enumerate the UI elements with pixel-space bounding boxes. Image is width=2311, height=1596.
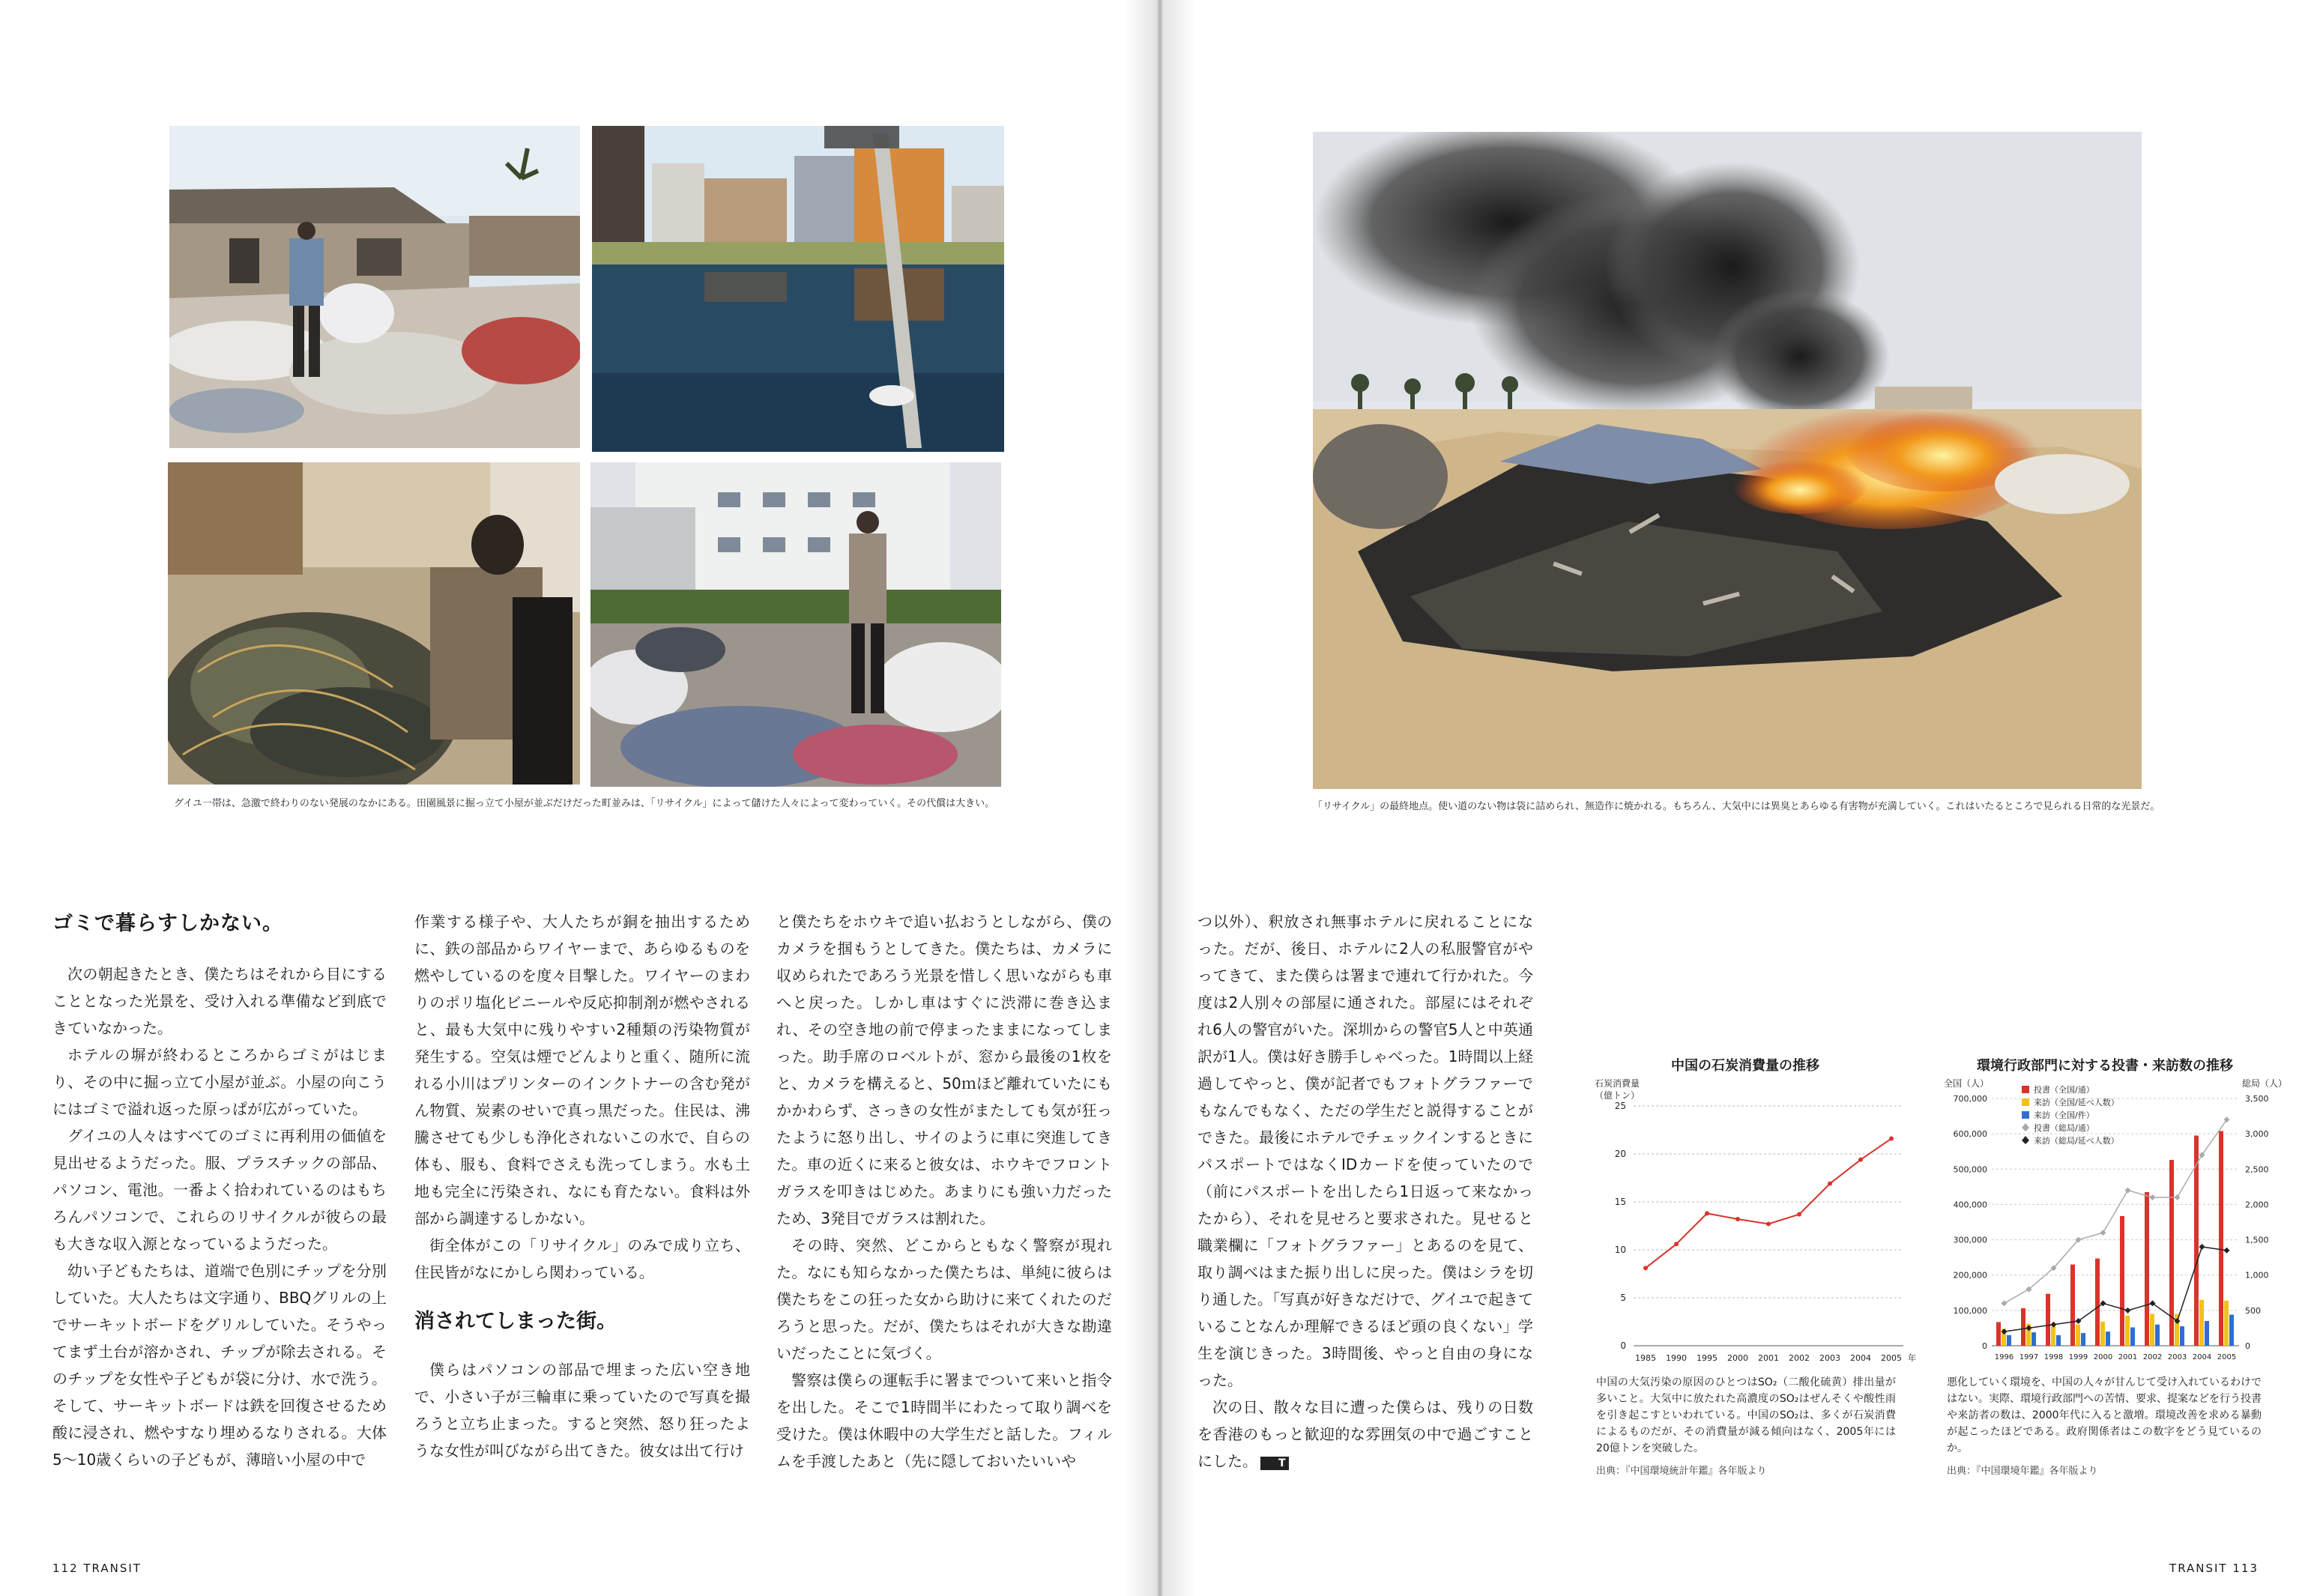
right-page [1160,0,2311,1596]
bar [2150,1314,2154,1346]
y-tick-label: 5 [1620,1293,1626,1303]
y-axis-label: 石炭消費量 [1595,1078,1640,1089]
x-tick-label: 2004 [1850,1353,1871,1363]
y-right-tick-label: 2,500 [2245,1164,2269,1175]
bar [2120,1216,2124,1346]
bar [2100,1322,2105,1346]
data-point [2002,1300,2008,1306]
paragraph: 作業する様子や、大人たちが銅を抽出するために、鉄の部品からワイヤーまで、あらゆるものを燃やしているのを度々目撃した。ワイヤーのまわりのポリ塩化ビニールや反応抑制剤が燃やされると、最も大気中に残りやすい2種類の汚染物質が発生する。空気は煙でどんよりと重く、随所に流れる小川はプリンターのインクトナーの含む発がん物質、炭素のせいで真っ黒だった。住民は、沸騰させても少しも浄化されないこの水で、自らの体も、服も、食料でさえも洗ってしまう。水も土地も完全に汚染され、なにも育たない。食料は外部から調達するしかない。 [414,913,750,1227]
bar [2205,1321,2209,1346]
y-axis-label: （億トン） [1595,1090,1640,1101]
data-point [2175,1194,2181,1200]
bar [2180,1326,2184,1346]
y-tick-label: 10 [1614,1245,1626,1255]
legend-swatch [2022,1098,2029,1106]
series-line [2005,1119,2227,1303]
chart-note: 悪化していく環境を、中国の人々が甘んじて受け入れているわけではない。実際、環境行政部門への苦情、要求、提案などを行う投書や来訪者の数は、2000年代に入ると激増。環境改善を求める暴動が起こったほどである。政府関係者はこの数字をどう見ているのか。 [1947,1376,2262,1454]
x-tick-label: 1996 [1994,1353,2014,1361]
data-point [1705,1211,1709,1215]
y-tick-label: 25 [1614,1101,1626,1111]
data-point [1889,1137,1894,1141]
y-left-axis-label: 全国（人） [1944,1078,1990,1089]
photo-shack-trash [169,126,580,448]
page-number-right: TRANSIT 113 [2169,1562,2259,1575]
legend-label: 投書（全国/通） [2034,1085,2094,1095]
data-point [2224,1248,2230,1254]
photo-river-buildings [592,126,1004,452]
x-tick-label: 2005 [1881,1353,1902,1363]
y-left-tick-label: 600,000 [1953,1129,1987,1140]
y-left-tick-label: 400,000 [1953,1200,1987,1210]
paragraph: 次の朝起きたとき、僕たちはそれから目にすることとなった光景を、受け入れる準備など到底できていなかった。 [52,965,387,1037]
data-point [1735,1217,1740,1221]
data-point [2199,1244,2205,1250]
chart-source: 出典：『中国環境統計年鑑』各年版より [1596,1466,1767,1477]
bar [2046,1294,2050,1346]
chart-note: 中国の大気汚染の原因のひとつはSO₂（二酸化硫黄）排出量が多いこと。大気中に放たれた高濃度のSO₂はぜんそくや酸性雨を引き起こすといわれている。中国のSO₂は、多くが石炭消費によるものだが、その消費量が減る傾向はなく、2005年には20億トンを突破した。 [1596,1376,1896,1454]
y-right-tick-label: 2,000 [2245,1200,2269,1210]
photo-wire-pile [168,462,580,785]
bar [2155,1325,2160,1346]
chart-title: 中国の石炭消費量の推移 [1671,1058,1819,1074]
left-column-1 [52,961,387,1473]
data-point [1643,1266,1648,1270]
x-tick-label: 1995 [1697,1353,1718,1363]
x-tick-label: 2003 [2167,1353,2187,1361]
data-point [2125,1188,2131,1194]
x-tick-label: 2002 [1789,1353,1810,1363]
right-photo-caption: 「リサイクル」の最終地点。使い道のない物は袋に詰められ、無造作に焼かれる。もちろん、大気中には異臭とあらゆる有害物が充満していく。これはいたるところで見られる日常的な光景だ。 [1313,801,2160,812]
data-point [2125,1308,2131,1314]
bar [2229,1315,2234,1346]
bar [2106,1331,2110,1346]
left-photo-caption: グイユ一帯は、急激で終わりのない発展のなかにある。田園風景に掘っ立て小屋が並ぶだけだった町並みは、「リサイクル」によって儲けた人々によって変わっていく。その代償は大きい。 [174,798,995,809]
x-tick-label: 1998 [2043,1353,2064,1361]
bar [2145,1192,2149,1346]
bar [2095,1259,2100,1346]
y-right-tick-label: 500 [2245,1305,2261,1316]
bar [2076,1325,2080,1346]
bar [2125,1316,2130,1346]
data-point [2100,1230,2106,1236]
paragraph: ホテルの塀が終わるところからゴミがはじまり、その中に掘っ立て小屋が並ぶ。小屋の向こうにはゴミで溢れ返った原っぱが広がっていた。 [52,1046,387,1118]
left-column-3 [776,908,1112,1475]
bar [2070,1265,2075,1346]
photo-burning-trash [1313,132,2142,789]
paragraph: グイユの人々はすべてのゴミに再利用の価値を見出せるようだった。服、プラスチックの部品、パソコン、電池。一番よく拾われているのはもちろんパソコンで、これらのリサイクルが彼らの最も大きな収入源となっているようだった。 [52,1127,387,1253]
x-tick-label: 2000 [2093,1353,2113,1361]
bar [2021,1308,2025,1346]
x-tick-label: 1999 [2068,1353,2088,1361]
bar [2051,1326,2055,1346]
x-tick-label: 2003 [1819,1353,1840,1363]
paragraph: つ以外）、釈放され無事ホテルに戻れることになった。だが、後日、ホテルに2人の私服警官がやってきて、また僕らは署まで連れて行かれた。今度は2人別々の部屋に通された。部屋にはそれぞれ6人の警官がいた。深圳からの警官5人と中英通訳が1人。僕は好き勝手しゃべった。1時間以上経過してやっと、僕が記者でもフォトグラファーでもなんでもなく、ただの学生だと説得することができた。最後にホテルでチェックインするときにパスポートではなくIDカードを使っていたので（前にパスポートを出したら1日返って来なかったから）、それを見せろと要求された。見せると職業欄に「フォトグラファー」とあるのを見て、取り調べはまた振り出しに戻った。僕はシラを切り通した。「写真が好きなだけで、グイユで起きていることなんか理解できるほど頭の良くない」学生を演じきった。3時間後、やっと自由の身になった。 [1197,913,1533,1389]
legend-swatch [2022,1111,2029,1119]
x-tick-label: 2000 [1727,1353,1748,1363]
y-left-tick-label: 100,000 [1953,1305,1987,1316]
right-column-1 [1197,908,1533,1475]
bar [2130,1327,2135,1346]
y-left-tick-label: 0 [1982,1341,1987,1351]
bar [2031,1332,2036,1346]
paragraph: その時、突然、どこからともなく警察が現れた。なにも知らなかった僕たちは、単純に彼らは僕たちをこの狂った女から助けに来てくれたのだろうと思った。だが、僕たちはそれが大きな勘違いだったことに気づく。 [776,1236,1112,1362]
bar [1996,1322,2001,1346]
paragraph: 僕らはパソコンの部品で埋まった広い空き地で、小さい子が三輪車に乗っていたので写真を撮ろうと立ち止まった。すると突然、怒り狂ったような女性が叫びながら出てきた。彼女は出て行け [414,1361,750,1460]
x-tick-label: 2005 [2217,1353,2237,1361]
subheading: 消されてしまった街。 [414,1310,617,1333]
series-line [2005,1247,2227,1331]
x-tick-label: 2001 [1758,1353,1779,1363]
x-tick-label: 1990 [1666,1353,1687,1363]
paragraph [1197,1394,1533,1475]
legend-label: 投書（総局/通） [2034,1123,2094,1133]
bar [2199,1300,2204,1346]
data-point [1766,1221,1771,1226]
data-point [1674,1242,1679,1246]
coal-line-chart [1589,1076,1933,1406]
x-tick-label: 2002 [2142,1353,2163,1361]
left-column-2 [414,908,750,1464]
y-tick-label: 20 [1614,1149,1626,1159]
y-left-tick-label: 200,000 [1953,1270,1987,1281]
y-left-tick-label: 300,000 [1953,1235,1987,1245]
y-tick-label: 15 [1614,1197,1626,1207]
page-number-left: 112 TRANSIT [52,1562,142,1575]
bar [2007,1335,2011,1346]
y-right-axis-label: 総局（人） [2241,1078,2287,1089]
paragraph: 警察は僕らの運転手に署までついて来いと指令を出した。そこで1時間半にわたって取り調べを受けた。僕は休暇中の大学生だと話した。フィルムを手渡したあと（先に隠しておいたいいや [776,1371,1112,1470]
legend-swatch [2022,1086,2029,1093]
legend-label: 来訪（全国/件） [2034,1110,2094,1120]
series-line [1646,1139,1891,1269]
legend-swatch [2022,1123,2029,1131]
y-tick-label: 0 [1620,1340,1626,1351]
data-point [1797,1212,1801,1217]
y-right-tick-label: 1,000 [2245,1270,2269,1281]
bar [2081,1333,2085,1346]
complaints-bar-chart [1939,1076,2292,1406]
complaints-chart [1939,1049,2292,1484]
article-heading: ゴミで暮らすしかない。 [52,912,283,935]
paragraph-text: 次の日、散々な目に遭った僕らは、残りの日数を香港のもっと歓迎的な雰囲気の中で過ごすことにした。 [1197,1398,1533,1470]
end-mark-t: T [1260,1457,1289,1470]
coal-consumption-chart [1589,1049,1933,1484]
bar [2219,1131,2223,1346]
legend-label: 来訪（総局/延べ人数） [2034,1136,2119,1146]
bar [2224,1301,2229,1346]
x-tick-label: 2004 [2192,1353,2212,1361]
x-tick-label: 2001 [2118,1353,2138,1361]
y-right-tick-label: 0 [2245,1341,2250,1351]
legend-swatch [2022,1136,2029,1144]
chart-source: 出典：『中国環境年鑑』各年版より [1947,1466,2098,1477]
photo-man-in-trash [590,462,1001,787]
y-right-tick-label: 3,500 [2245,1094,2269,1104]
y-right-tick-label: 1,500 [2245,1235,2269,1245]
paragraph: 幼い子どもたちは、道端で色別にチップを分別していた。大人たちは文字通り、BBQグリルの上でサーキットボードをグリルしていた。そうやってまず土台が溶かされ、チップが除去される。そのチップを女性や子どもが袋に分け、水で洗う。そして、サーキットボードは鉄を回復させるため酸に浸され、燃やすなり埋めるなりされる。大体5〜10歳くらいの子どもが、薄暗い小屋の中で [52,1262,387,1469]
legend-label: 来訪（全国/延べ人数） [2034,1098,2119,1107]
paragraph: と僕たちをホウキで追い払おうとしながら、僕のカメラを掴もうとしてきた。僕たちは、カメラに収められたであろう光景を惜しく思いながらも車へと戻った。しかし車はすぐに渋滞に巻き込まれ、その空き地の前で停まったままになってしまった。助手席のロベルトが、窓から最後の1枚をと、カメラを構えると、50ｍほど離れていたにもかかわらず、さっきの女性がまたしても気が狂ったように怒り出し、サイのように車に突進してきた。車の近くに来ると彼女は、ホウキでフロントガラスを叩きはじめた。あまりにも強い力だったため、3発目でガラスは割れた。 [776,913,1112,1227]
x-tick-label: 1985 [1635,1353,1656,1363]
y-left-tick-label: 700,000 [1953,1094,1987,1104]
x-tick-label: 1997 [2019,1353,2039,1361]
y-right-tick-label: 3,000 [2245,1129,2269,1140]
left-page [0,0,1153,1596]
y-left-tick-label: 500,000 [1953,1164,1987,1175]
bar [2056,1335,2061,1346]
data-point [1858,1158,1863,1162]
data-point [2150,1194,2156,1200]
data-point [1828,1182,1832,1186]
chart-title: 環境行政部門に対する投書・来訪数の推移 [1977,1058,2233,1074]
paragraph: 街全体がこの「リサイクル」のみで成り立ち、住民皆がなにかしら関わっている。 [414,1236,750,1281]
x-unit-label: 年 [1908,1353,1916,1363]
